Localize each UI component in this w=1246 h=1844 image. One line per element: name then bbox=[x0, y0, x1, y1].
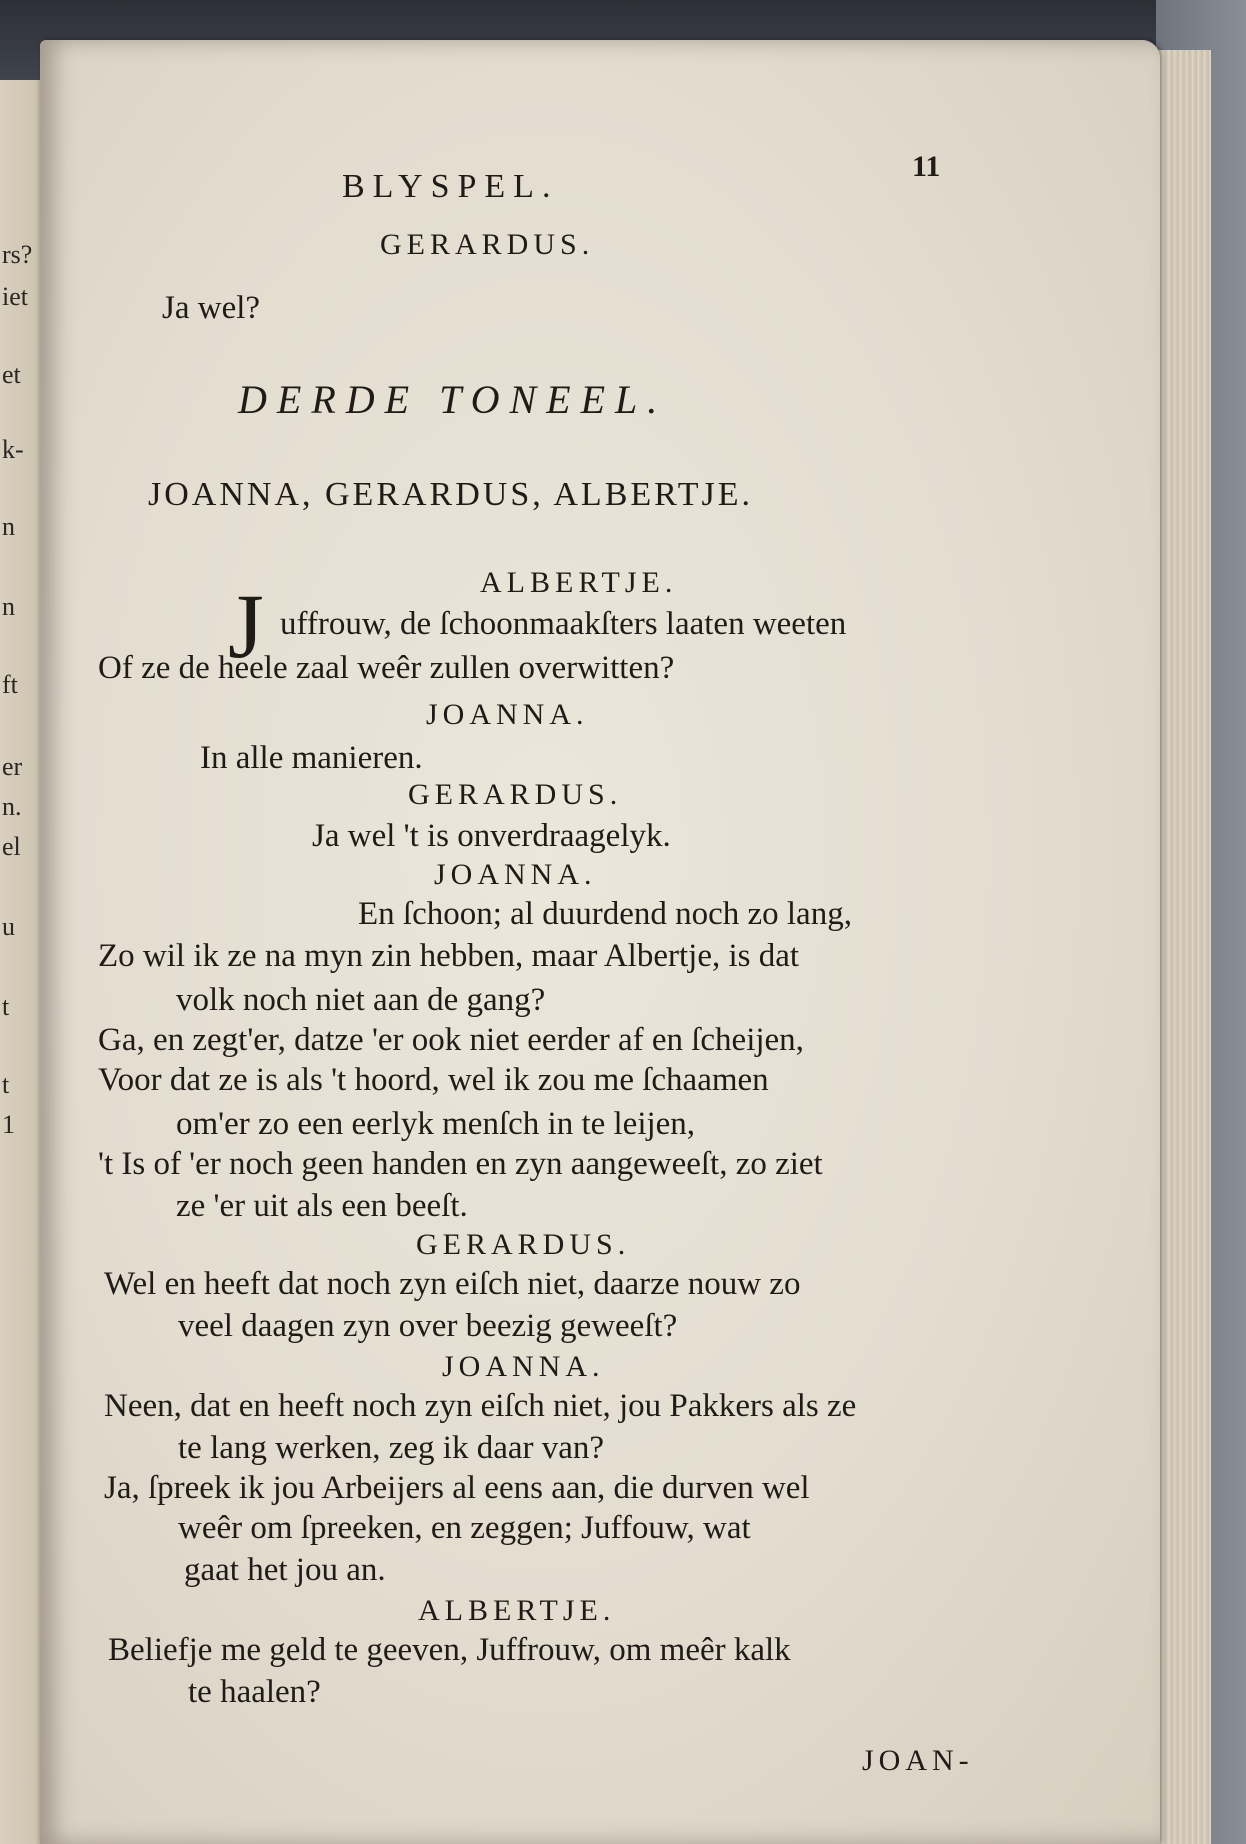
scene-title: DERDE TONEEL. bbox=[238, 377, 668, 422]
book-page bbox=[40, 40, 1160, 1844]
speaker-name: JOANNA. bbox=[426, 698, 589, 731]
left-page-fragment: 1 bbox=[2, 1110, 15, 1139]
verse-line: te haalen? bbox=[188, 1674, 321, 1710]
verse-line: veel daagen zyn over beezig geweeſt? bbox=[178, 1308, 678, 1344]
verse-line: 't Is of 'er noch geen handen en zyn aangeweeſt, zo ziet bbox=[98, 1146, 823, 1182]
speaker-name: ALBERTJE. bbox=[418, 1594, 616, 1627]
left-page-fragment: iet bbox=[2, 282, 28, 311]
left-page-fragment: rs? bbox=[2, 240, 33, 269]
left-page-fragment: n bbox=[2, 512, 15, 541]
speaker-name: ALBERTJE. bbox=[480, 566, 678, 599]
verse-line: uffrouw, de ſchoonmaakſters laaten weeten bbox=[280, 606, 847, 642]
verse-line: Neen, dat en heeft noch zyn eiſch niet, jou Pakkers als ze bbox=[104, 1388, 857, 1424]
speaker-name: GERARDUS. bbox=[380, 228, 595, 261]
speaker-name: GERARDUS. bbox=[408, 778, 623, 811]
dramatis-personae: JOANNA, GERARDUS, ALBERTJE. bbox=[148, 476, 754, 513]
speaker-name: JOANNA. bbox=[442, 1350, 605, 1383]
verse-line: In alle manieren. bbox=[200, 740, 423, 776]
running-head: BLYSPEL. bbox=[342, 168, 559, 205]
verse-line: Voor dat ze is als 't hoord, wel ik zou me ſchaamen bbox=[98, 1062, 769, 1098]
left-page-fragment: u bbox=[2, 912, 15, 941]
left-page-fragment: et bbox=[2, 360, 21, 389]
left-page-fragment: t bbox=[2, 992, 10, 1021]
left-page-fragment: k- bbox=[2, 435, 24, 464]
left-page-fragment: ft bbox=[2, 670, 18, 699]
verse-line: om'er zo een eerlyk menſch in te leijen, bbox=[176, 1106, 696, 1142]
verse-line: weêr om ſpreeken, en zeggen; Juffouw, wat bbox=[178, 1510, 751, 1546]
verse-line: volk noch niet aan de gang? bbox=[176, 982, 546, 1018]
drop-capital: J bbox=[228, 575, 264, 677]
verse-line: Zo wil ik ze na myn zin hebben, maar Albertje, is dat bbox=[98, 938, 800, 974]
verse-line: En ſchoon; al duurdend noch zo lang, bbox=[358, 896, 852, 932]
verse-line: Ja wel 't is onverdraagelyk. bbox=[312, 818, 671, 854]
left-page-fragment: t bbox=[2, 1070, 10, 1099]
verse-line: gaat het jou an. bbox=[184, 1552, 386, 1588]
speaker-name: GERARDUS. bbox=[416, 1228, 631, 1261]
verse-line: Wel en heeft dat noch zyn eiſch niet, daarze nouw zo bbox=[104, 1266, 801, 1302]
verse-line: Ja wel? bbox=[162, 290, 261, 326]
catchword: JOAN- bbox=[862, 1744, 974, 1777]
speaker-name: JOANNA. bbox=[434, 858, 597, 891]
left-page-fragment: el bbox=[2, 832, 21, 861]
verse-line: Ja, ſpreek ik jou Arbeijers al eens aan, die durven wel bbox=[104, 1470, 810, 1506]
verse-line: ze 'er uit als een beeſt. bbox=[176, 1188, 468, 1224]
verse-line: Of ze de heele zaal weêr zullen overwitten? bbox=[98, 650, 675, 686]
verse-line: Ga, en zegt'er, datze 'er ook niet eerder af en ſcheijen, bbox=[98, 1022, 804, 1058]
left-page-fragment: n. bbox=[2, 792, 22, 821]
verse-line: Beliefje me geld te geeven, Juffrouw, om meêr kalk bbox=[108, 1632, 791, 1668]
page-number: 11 bbox=[912, 150, 941, 183]
left-page-fragment: n bbox=[2, 592, 15, 621]
verse-line: te lang werken, zeg ik daar van? bbox=[178, 1430, 605, 1466]
left-page-fragment: er bbox=[2, 752, 23, 781]
